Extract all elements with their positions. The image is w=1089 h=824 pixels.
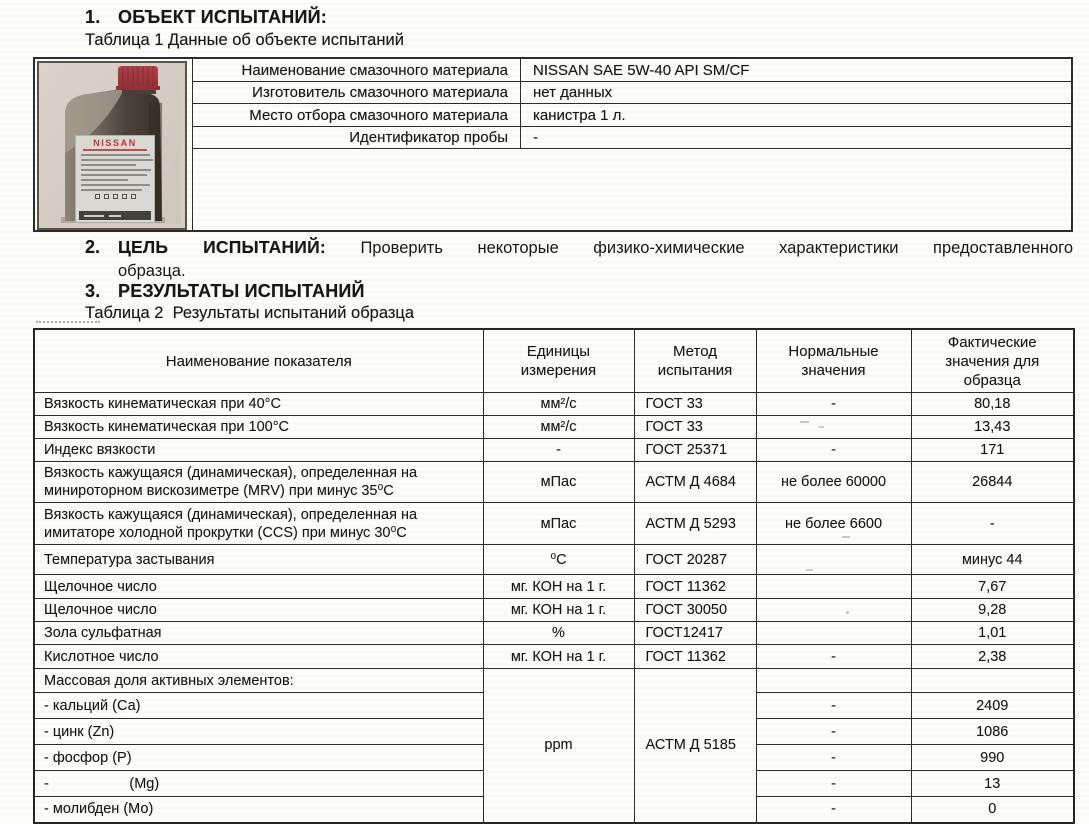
table-cell: ⁰С (483, 545, 634, 575)
label-certification-icons (76, 194, 154, 199)
table-cell: 9,28 (911, 599, 1074, 622)
section-3-heading (85, 281, 365, 302)
table-cell: АСТМ Д 4684 (634, 462, 756, 503)
table-cell: - (756, 693, 911, 719)
row-label: Изготовитель смазочного материала (193, 82, 521, 103)
table-row (34, 462, 1074, 503)
table-cell: - молибден (Мо) (34, 797, 483, 823)
column-header: Фактические значения для образца (911, 329, 1074, 393)
table-cell: ГОСТ 33 (634, 416, 756, 439)
purpose-text-line-1: Проверить некоторые физико-химические характеристики предоставленного (360, 239, 1073, 257)
table-row (34, 669, 1074, 693)
table-cell: АСТМ Д 5293 (634, 503, 756, 545)
section-number: 3. (85, 281, 101, 301)
table-cell: 1,01 (911, 622, 1074, 645)
table-cell: Щелочное число (34, 599, 483, 622)
results-table (33, 328, 1075, 824)
table-row (34, 599, 1074, 622)
table-cell: мПас (483, 503, 634, 545)
table-cell (756, 669, 911, 693)
table-cell: ГОСТ 11362 (634, 645, 756, 669)
table-cell: мг. КОН на 1 г. (483, 599, 634, 622)
table-cell: ГОСТ 11362 (634, 575, 756, 599)
table-cell: Щелочное число (34, 575, 483, 599)
table-cell: минус 44 (911, 545, 1074, 575)
table-cell: - (756, 771, 911, 797)
table-cell: не более 6600 (756, 503, 911, 545)
table-cell: 2409 (911, 693, 1074, 719)
table-cell: Индекс вязкости (34, 439, 483, 462)
table-row (193, 127, 1071, 149)
row-label: Наименование смазочного материала (193, 59, 521, 81)
column-header: Метод испытания (634, 329, 756, 393)
label-part-number-band (79, 211, 151, 220)
table-cell: 0 (911, 797, 1074, 823)
table-cell: 7,67 (911, 575, 1074, 599)
table-cell: - цинк (Zn) (34, 719, 483, 745)
table-cell: - кальций (Са) (34, 693, 483, 719)
table-cell: не более 60000 (756, 462, 911, 503)
table-cell: 2,38 (911, 645, 1074, 669)
table-cell: - (483, 439, 634, 462)
sample-info-table (33, 57, 1073, 232)
table-row (34, 622, 1074, 645)
table-cell: - (756, 393, 911, 416)
table-cell: Кислотное число (34, 645, 483, 669)
results-table-body (34, 393, 1074, 823)
table-cell (756, 545, 911, 575)
table-cell: - (756, 745, 911, 771)
table-cell: ppm (483, 669, 634, 823)
table-cell: мПас (483, 462, 634, 503)
bottle-label (75, 135, 155, 223)
table-cell: Вязкость кинематическая при 100°С (34, 416, 483, 439)
table-cell: - (911, 503, 1074, 545)
table-cell: ГОСТ 20287 (634, 545, 756, 575)
table-row (193, 104, 1071, 127)
table-cell: 990 (911, 745, 1074, 771)
table-cell: мм²/с (483, 416, 634, 439)
table-row (34, 503, 1074, 545)
table-cell: ГОСТ 30050 (634, 599, 756, 622)
table-cell: Массовая доля активных элементов: (34, 669, 483, 693)
table-cell: 80,18 (911, 393, 1074, 416)
section-number: 1. (85, 7, 101, 27)
section-2 (85, 236, 1073, 283)
purpose-text-line-2: образца. (118, 262, 186, 280)
table-cell: Вязкость кажущаяся (динамическая), определенная на минироторном вискозиметре (MRV) при минус 35⁰С (34, 462, 483, 503)
label-red-line (83, 149, 147, 151)
table-cell: мм²/с (483, 393, 634, 416)
results-table-header-row (34, 329, 1074, 393)
table-row (34, 575, 1074, 599)
table-cell: Зола сульфатная (34, 622, 483, 645)
table-row (193, 59, 1071, 82)
table-cell: - (Mg) (34, 771, 483, 797)
table-row (34, 545, 1074, 575)
table-row (34, 393, 1074, 416)
table-2-caption: Таблица 2 Результаты испытаний образца (85, 304, 415, 322)
table-cell: 1086 (911, 719, 1074, 745)
row-label: Место отбора смазочного материала (193, 104, 521, 126)
row-value: - (533, 129, 538, 146)
section-title: РЕЗУЛЬТАТЫ ИСПЫТАНИЙ (118, 281, 365, 301)
column-header: Нормальные значения (756, 329, 911, 393)
table-row (34, 439, 1074, 462)
table-cell (911, 669, 1074, 693)
column-header: Единицы измерения (483, 329, 634, 393)
table-cell: % (483, 622, 634, 645)
section-number: 2. (85, 237, 101, 257)
table-cell: ГОСТ 33 (634, 393, 756, 416)
table-cell (756, 622, 911, 645)
table-cell: АСТМ Д 5185 (634, 669, 756, 823)
section-title: ЦЕЛЬ ИСПЫТАНИЙ: (118, 237, 326, 257)
row-value: NISSAN SAE 5W-40 API SM/CF (533, 61, 750, 79)
table-cell: мг. КОН на 1 г. (483, 575, 634, 599)
table-cell: - (756, 797, 911, 823)
table-cell: Вязкость кинематическая при 40°С (34, 393, 483, 416)
table-cell: - фосфор (Р) (34, 745, 483, 771)
table-cell: мг. КОН на 1 г. (483, 645, 634, 669)
table-cell (756, 416, 911, 439)
table-row (34, 416, 1074, 439)
sample-info-rows (192, 59, 1071, 230)
section-1-heading (85, 7, 327, 28)
sample-photo (37, 61, 187, 230)
bottle-brand-text: NISSAN (93, 138, 137, 148)
table-cell: 13,43 (911, 416, 1074, 439)
table-cell: Температура застывания (34, 545, 483, 575)
table-cell: ГОСТ 25371 (634, 439, 756, 462)
table-cell: Вязкость кажущаяся (динамическая), определенная на имитаторе холодной прокрутки (CCS) при минус 30⁰С (34, 503, 483, 545)
table-cell: - (756, 645, 911, 669)
section-title: ОБЪЕКТ ИСПЫТАНИЙ: (118, 7, 327, 27)
table-cell (756, 599, 911, 622)
column-header: Наименование показателя (34, 329, 483, 393)
table-cell: 171 (911, 439, 1074, 462)
row-value: нет данных (533, 84, 613, 101)
table-1-caption: Таблица 1 Данные об объекте испытаний (85, 31, 404, 49)
table-cell: - (756, 719, 911, 745)
table-cell: 26844 (911, 462, 1074, 503)
table-cell (756, 575, 911, 599)
table-cell: ГОСТ12417 (634, 622, 756, 645)
row-label: Идентификатор пробы (193, 127, 521, 148)
table-row (193, 82, 1071, 104)
table-cell: - (756, 439, 911, 462)
row-value: канистра 1 л. (533, 106, 626, 124)
table-row (34, 645, 1074, 669)
table-cell: 13 (911, 771, 1074, 797)
